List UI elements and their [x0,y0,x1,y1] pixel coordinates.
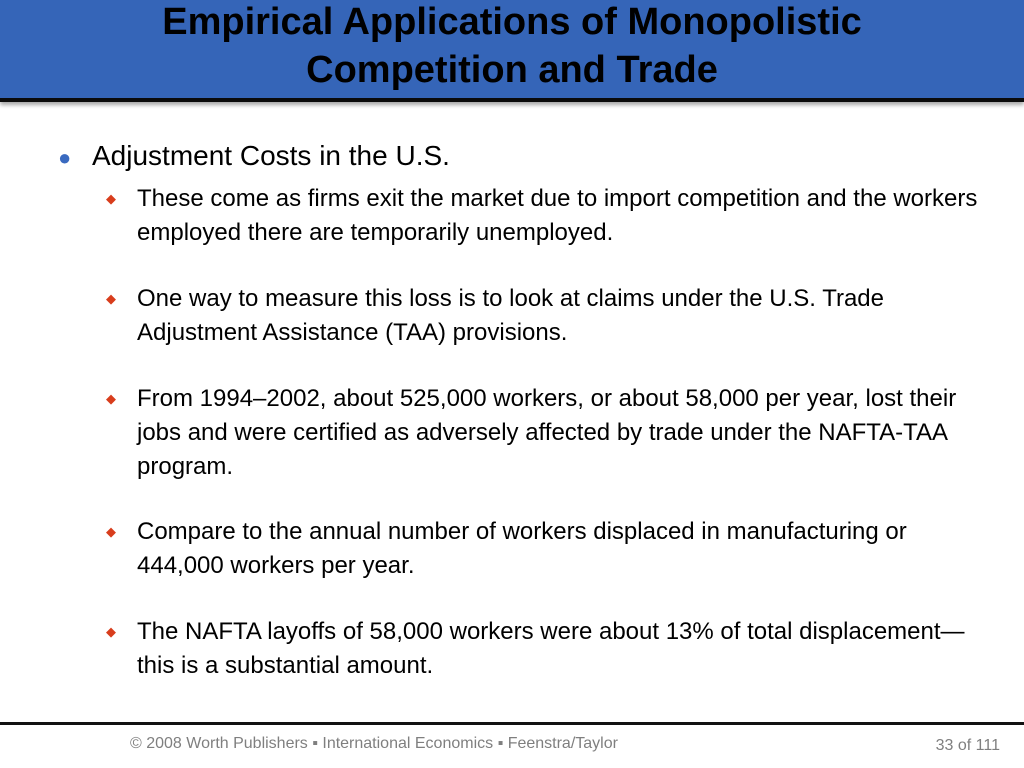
sub-bullet-text: The NAFTA layoffs of 58,000 workers were about 13% of total displacement—this is a substantial amount. [137,618,965,679]
slide-title-line-1: Empirical Applications of Monopolistic [162,1,862,43]
footer-divider [0,722,1024,725]
sub-bullet-text: From 1994–2002, about 525,000 workers, or about 58,000 per year, lost their jobs and were certified as adversely affected by trade under the NAFTA-TAA program. [137,385,957,480]
sub-bullet-1 [106,182,1006,250]
footer-copyright: © 2008 Worth Publishers ▪ International Economics ▪ Feenstra/Taylor [130,735,618,752]
diamond-bullet-icon: ◆ [106,291,116,306]
diamond-bullet-icon: ◆ [106,191,116,206]
sub-bullet-text: One way to measure this loss is to look at claims under the U.S. Trade Adjustment Assistance (TAA) provisions. [137,285,884,346]
sub-bullet-4 [106,515,1006,583]
slide-title-line-2: Competition and Trade [306,49,718,91]
main-bullet-text: Adjustment Costs in the U.S. [92,140,450,171]
sub-bullet-3 [106,382,1006,484]
sub-bullet-text: Compare to the annual number of workers displaced in manufacturing or 444,000 workers per year. [137,518,907,579]
sub-bullet-5 [106,615,1006,683]
round-bullet-icon: ● [58,145,72,170]
sub-bullet-text: These come as firms exit the market due to import competition and the workers employed there are temporarily unemployed. [137,185,978,246]
main-bullet [58,136,450,178]
page-number: 33 of 111 [935,737,1000,754]
diamond-bullet-icon: ◆ [106,524,116,539]
diamond-bullet-icon: ◆ [106,624,116,639]
sub-bullet-2 [106,282,1006,350]
diamond-bullet-icon: ◆ [106,391,116,406]
